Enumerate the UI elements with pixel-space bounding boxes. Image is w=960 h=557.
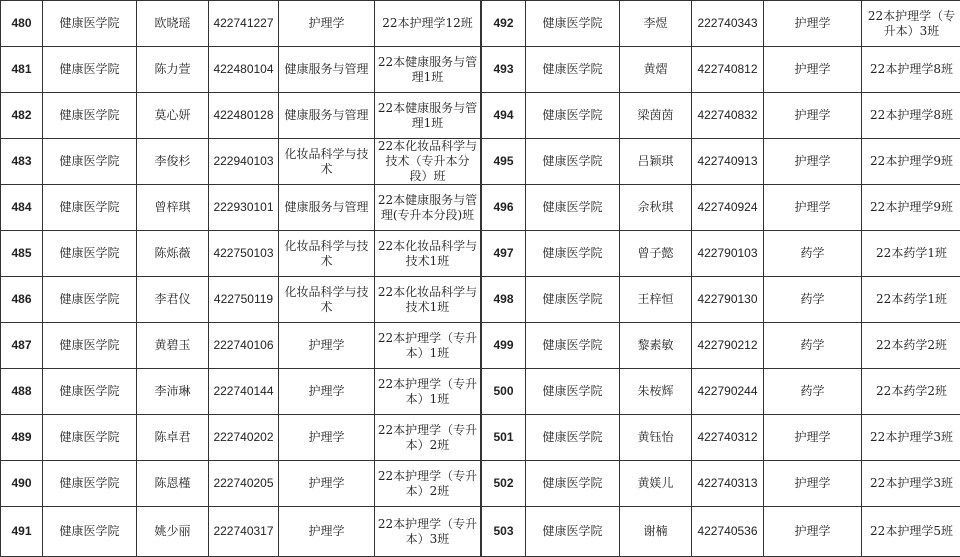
class-cell: 22本护理学12班 <box>375 1 481 47</box>
major-cell: 药学 <box>764 369 862 415</box>
class-cell: 22本药学2班 <box>862 369 960 415</box>
student-id-cell: 422741227 <box>209 1 279 47</box>
row-number-cell: 496 <box>482 185 526 231</box>
student-id-cell: 422790244 <box>692 369 764 415</box>
major-cell: 护理学 <box>279 369 375 415</box>
student-id-cell: 422740832 <box>692 93 764 139</box>
row-number-cell: 489 <box>1 415 43 461</box>
class-cell: 22本药学1班 <box>862 277 960 323</box>
major-cell: 护理学 <box>279 461 375 507</box>
student-id-cell: 222740202 <box>209 415 279 461</box>
right-roster-table <box>481 0 960 557</box>
student-name-cell: 姚少丽 <box>137 507 209 557</box>
row-number-cell: 500 <box>482 369 526 415</box>
college-cell: 健康医学院 <box>526 277 620 323</box>
major-cell: 化妆品科学与技术 <box>279 277 375 323</box>
student-name-cell: 曾梓琪 <box>137 185 209 231</box>
major-cell: 护理学 <box>764 1 862 47</box>
student-id-cell: 222930101 <box>209 185 279 231</box>
student-id-cell: 422790130 <box>692 277 764 323</box>
student-name-cell: 朱桉辉 <box>620 369 692 415</box>
college-cell: 健康医学院 <box>526 461 620 507</box>
table-row <box>1 185 481 231</box>
row-number-cell: 483 <box>1 139 43 185</box>
table-row <box>1 415 481 461</box>
row-number-cell: 481 <box>1 47 43 93</box>
table-row <box>482 277 960 323</box>
major-cell: 护理学 <box>279 507 375 557</box>
row-number-cell: 495 <box>482 139 526 185</box>
table-row <box>482 139 960 185</box>
student-name-cell: 佘秋琪 <box>620 185 692 231</box>
student-name-cell: 陈烁薇 <box>137 231 209 277</box>
student-name-cell: 李俊杉 <box>137 139 209 185</box>
college-cell: 健康医学院 <box>43 415 137 461</box>
row-number-cell: 492 <box>482 1 526 47</box>
row-number-cell: 484 <box>1 185 43 231</box>
table-row <box>482 93 960 139</box>
table-row <box>1 277 481 323</box>
major-cell: 护理学 <box>764 185 862 231</box>
college-cell: 健康医学院 <box>43 93 137 139</box>
table-row <box>1 369 481 415</box>
major-cell: 护理学 <box>764 139 862 185</box>
student-name-cell: 黄熠 <box>620 47 692 93</box>
student-name-cell: 李沛琳 <box>137 369 209 415</box>
class-cell: 22本护理学（专升本）2班 <box>375 461 481 507</box>
student-id-cell: 422740313 <box>692 461 764 507</box>
student-id-cell: 422740536 <box>692 507 764 557</box>
student-name-cell: 黎素敏 <box>620 323 692 369</box>
major-cell: 健康服务与管理 <box>279 47 375 93</box>
student-name-cell: 吕颖琪 <box>620 139 692 185</box>
college-cell: 健康医学院 <box>526 93 620 139</box>
student-name-cell: 黄钰怡 <box>620 415 692 461</box>
table-row <box>482 507 960 557</box>
major-cell: 化妆品科学与技术 <box>279 231 375 277</box>
table-row <box>482 415 960 461</box>
class-cell: 22本护理学（专升本）3班 <box>375 507 481 557</box>
class-cell: 22本护理学9班 <box>862 185 960 231</box>
student-id-cell: 422740913 <box>692 139 764 185</box>
college-cell: 健康医学院 <box>43 461 137 507</box>
row-number-cell: 486 <box>1 277 43 323</box>
major-cell: 健康服务与管理 <box>279 93 375 139</box>
row-number-cell: 493 <box>482 47 526 93</box>
college-cell: 健康医学院 <box>43 139 137 185</box>
row-number-cell: 499 <box>482 323 526 369</box>
row-number-cell: 485 <box>1 231 43 277</box>
major-cell: 护理学 <box>279 323 375 369</box>
class-cell: 22本化妆品科学与技术1班 <box>375 231 481 277</box>
student-name-cell: 曾子懿 <box>620 231 692 277</box>
student-name-cell: 陈力萱 <box>137 47 209 93</box>
student-id-cell: 422750103 <box>209 231 279 277</box>
table-row <box>482 369 960 415</box>
left-roster-body <box>1 1 481 557</box>
row-number-cell: 491 <box>1 507 43 557</box>
class-cell: 22本药学1班 <box>862 231 960 277</box>
table-row <box>1 231 481 277</box>
major-cell: 护理学 <box>764 415 862 461</box>
table-row <box>482 1 960 47</box>
college-cell: 健康医学院 <box>43 185 137 231</box>
table-row <box>1 93 481 139</box>
student-name-cell: 黄碧玉 <box>137 323 209 369</box>
class-cell: 22本护理学3班 <box>862 415 960 461</box>
student-name-cell: 谢楠 <box>620 507 692 557</box>
class-cell: 22本健康服务与管理(专升本分段)班 <box>375 185 481 231</box>
table-row <box>1 461 481 507</box>
class-cell: 22本健康服务与管理1班 <box>375 93 481 139</box>
college-cell: 健康医学院 <box>43 277 137 323</box>
college-cell: 健康医学院 <box>526 47 620 93</box>
class-cell: 22本护理学（专升本）1班 <box>375 369 481 415</box>
student-id-cell: 422480128 <box>209 93 279 139</box>
student-name-cell: 王梓恒 <box>620 277 692 323</box>
table-row <box>1 507 481 557</box>
college-cell: 健康医学院 <box>43 369 137 415</box>
table-row <box>482 461 960 507</box>
class-cell: 22本护理学3班 <box>862 461 960 507</box>
student-name-cell: 李君仪 <box>137 277 209 323</box>
student-id-cell: 422740312 <box>692 415 764 461</box>
college-cell: 健康医学院 <box>43 507 137 557</box>
row-number-cell: 498 <box>482 277 526 323</box>
student-id-cell: 422740924 <box>692 185 764 231</box>
right-roster-body <box>482 1 960 557</box>
row-number-cell: 488 <box>1 369 43 415</box>
college-cell: 健康医学院 <box>43 47 137 93</box>
table-row <box>1 47 481 93</box>
major-cell: 护理学 <box>764 507 862 557</box>
student-id-cell: 422790103 <box>692 231 764 277</box>
student-name-cell: 莫心妍 <box>137 93 209 139</box>
major-cell: 药学 <box>764 323 862 369</box>
college-cell: 健康医学院 <box>526 369 620 415</box>
student-id-cell: 222940103 <box>209 139 279 185</box>
student-id-cell: 422480104 <box>209 47 279 93</box>
row-number-cell: 502 <box>482 461 526 507</box>
student-name-cell: 李煜 <box>620 1 692 47</box>
class-cell: 22本护理学（专升本）1班 <box>375 323 481 369</box>
table-row <box>482 231 960 277</box>
student-id-cell: 422740812 <box>692 47 764 93</box>
class-cell: 22本护理学5班 <box>862 507 960 557</box>
student-name-cell: 欧晓瑶 <box>137 1 209 47</box>
college-cell: 健康医学院 <box>526 415 620 461</box>
row-number-cell: 480 <box>1 1 43 47</box>
college-cell: 健康医学院 <box>43 1 137 47</box>
row-number-cell: 487 <box>1 323 43 369</box>
college-cell: 健康医学院 <box>526 139 620 185</box>
student-id-cell: 422790212 <box>692 323 764 369</box>
student-id-cell: 222740205 <box>209 461 279 507</box>
student-name-cell: 陈卓君 <box>137 415 209 461</box>
student-name-cell: 梁茵茵 <box>620 93 692 139</box>
table-row <box>482 323 960 369</box>
college-cell: 健康医学院 <box>526 323 620 369</box>
class-cell: 22本护理学8班 <box>862 93 960 139</box>
table-row <box>482 47 960 93</box>
college-cell: 健康医学院 <box>526 185 620 231</box>
student-name-cell: 黄媄儿 <box>620 461 692 507</box>
class-cell: 22本化妆品科学与技术1班 <box>375 277 481 323</box>
major-cell: 护理学 <box>764 93 862 139</box>
table-row <box>1 139 481 185</box>
college-cell: 健康医学院 <box>43 323 137 369</box>
row-number-cell: 503 <box>482 507 526 557</box>
class-cell: 22本护理学8班 <box>862 47 960 93</box>
student-id-cell: 222740106 <box>209 323 279 369</box>
student-id-cell: 422750119 <box>209 277 279 323</box>
major-cell: 药学 <box>764 277 862 323</box>
student-id-cell: 222740144 <box>209 369 279 415</box>
student-id-cell: 222740343 <box>692 1 764 47</box>
class-cell: 22本护理学9班 <box>862 139 960 185</box>
class-cell: 22本健康服务与管理1班 <box>375 47 481 93</box>
college-cell: 健康医学院 <box>526 231 620 277</box>
row-number-cell: 497 <box>482 231 526 277</box>
row-number-cell: 494 <box>482 93 526 139</box>
class-cell: 22本护理学（专升本）2班 <box>375 415 481 461</box>
college-cell: 健康医学院 <box>526 1 620 47</box>
row-number-cell: 490 <box>1 461 43 507</box>
major-cell: 护理学 <box>279 1 375 47</box>
major-cell: 药学 <box>764 231 862 277</box>
row-number-cell: 482 <box>1 93 43 139</box>
college-cell: 健康医学院 <box>43 231 137 277</box>
table-row <box>482 185 960 231</box>
table-row <box>1 323 481 369</box>
class-cell: 22本药学2班 <box>862 323 960 369</box>
row-number-cell: 501 <box>482 415 526 461</box>
major-cell: 健康服务与管理 <box>279 185 375 231</box>
class-cell: 22本护理学（专升本）3班 <box>862 1 960 47</box>
student-name-cell: 陈恩槿 <box>137 461 209 507</box>
major-cell: 护理学 <box>279 415 375 461</box>
major-cell: 护理学 <box>764 47 862 93</box>
major-cell: 护理学 <box>764 461 862 507</box>
table-row <box>1 1 481 47</box>
college-cell: 健康医学院 <box>526 507 620 557</box>
student-id-cell: 222740317 <box>209 507 279 557</box>
class-cell: 22本化妆品科学与技术（专升本分段）班 <box>375 139 481 185</box>
major-cell: 化妆品科学与技术 <box>279 139 375 185</box>
